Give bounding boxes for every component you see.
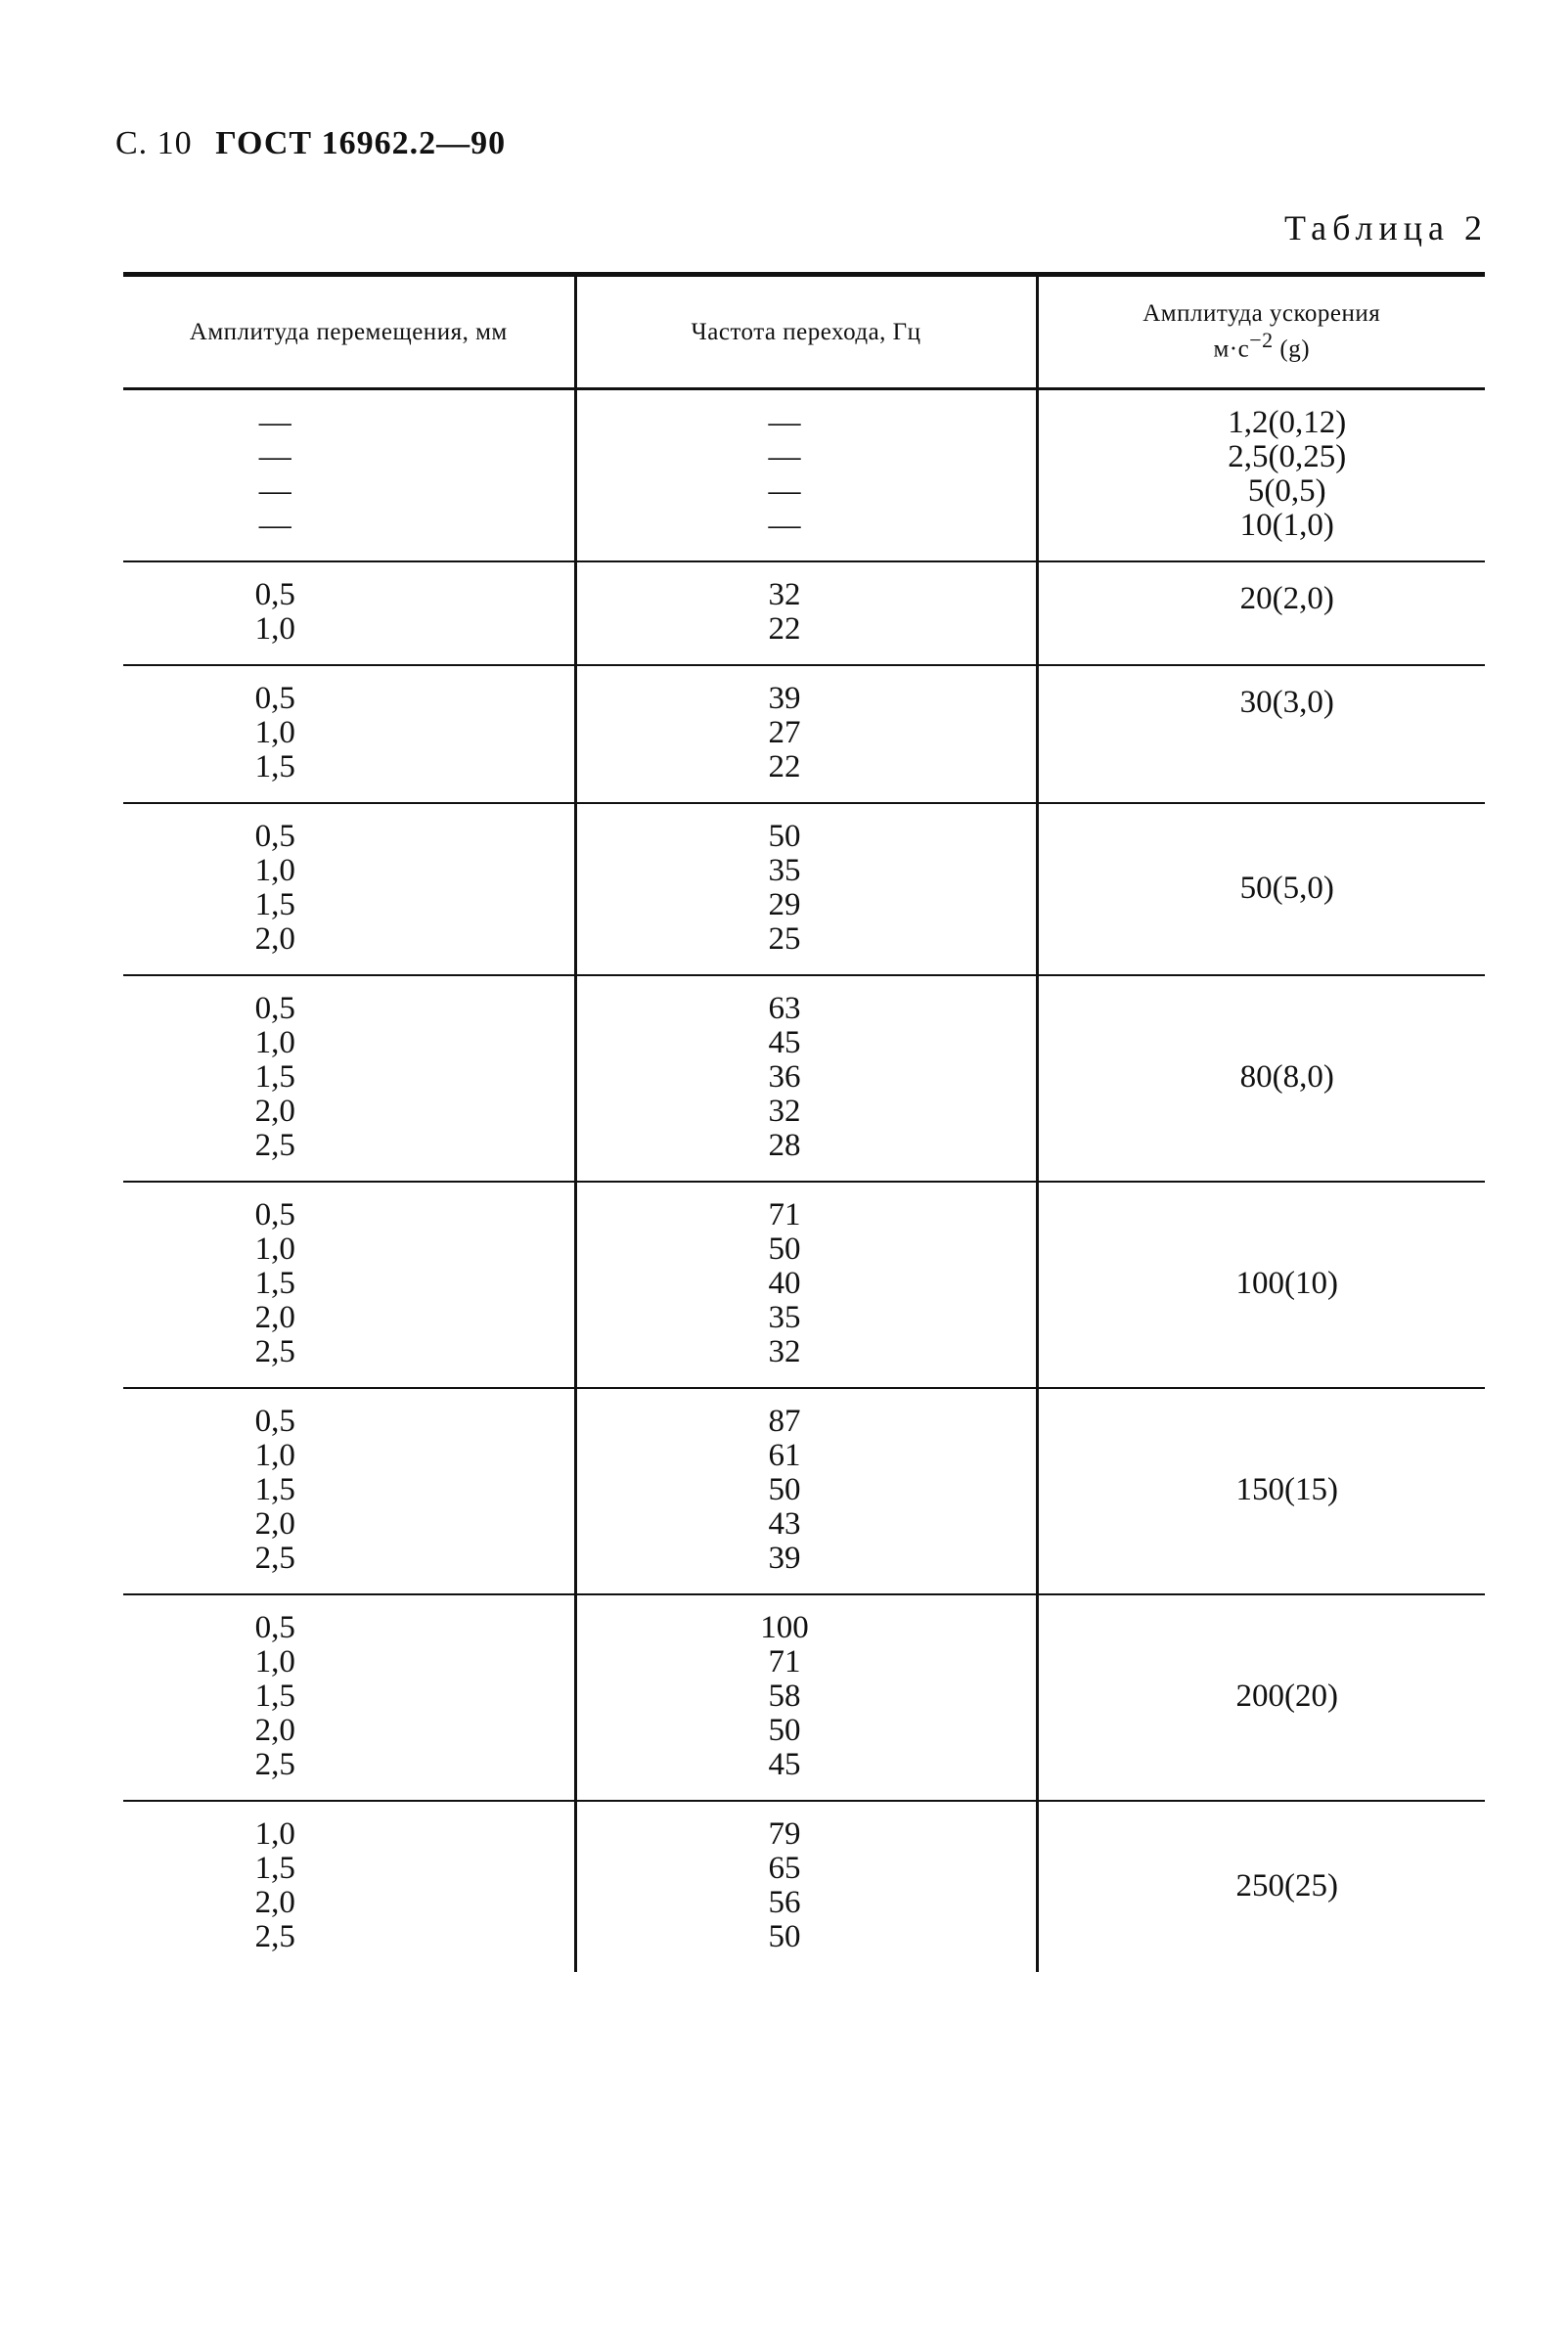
- displacement-value: 1,0: [254, 853, 295, 888]
- displacement-cell: [123, 389, 575, 562]
- acceleration-cell: [1037, 389, 1485, 562]
- displacement-value: 1,0: [254, 611, 295, 647]
- acceleration-unit-exponent: −2: [1249, 328, 1274, 353]
- frequency-cell: [575, 803, 1037, 975]
- frequency-value: 39: [768, 681, 801, 716]
- displacement-value: 1,5: [254, 1059, 295, 1095]
- table-caption: Таблица 2: [1284, 208, 1488, 247]
- frequency-value: 79: [768, 1816, 801, 1852]
- frequency-value: 39: [768, 1541, 801, 1576]
- frequency-value: 45: [768, 1025, 801, 1060]
- displacement-value: 2,5: [254, 1128, 295, 1163]
- frequency-value: 32: [768, 577, 801, 612]
- table-body: [123, 389, 1485, 1973]
- frequency-value: 61: [768, 1438, 801, 1473]
- frequency-value: 65: [768, 1851, 801, 1886]
- displacement-value: 1,5: [254, 1472, 295, 1507]
- acceleration-cell: [1037, 975, 1485, 1182]
- displacement-value: 1,0: [254, 1232, 295, 1267]
- col-header-acceleration: [1037, 275, 1485, 389]
- standard-designation: ГОСТ 16962.2—90: [215, 125, 507, 161]
- displacement-value: —: [258, 508, 291, 543]
- frequency-value: 36: [768, 1059, 801, 1095]
- frequency-value: 50: [768, 819, 801, 854]
- page-header: [115, 125, 506, 162]
- acceleration-header-unit: [1045, 328, 1480, 363]
- frequency-value: 63: [768, 991, 801, 1026]
- frequency-value: —: [768, 508, 801, 543]
- table-row: [123, 561, 1485, 665]
- displacement-value: —: [258, 405, 291, 440]
- frequency-value: 22: [768, 749, 801, 784]
- displacement-value: 1,5: [254, 1851, 295, 1886]
- col-header-displacement: Амплитуда перемещения, мм: [189, 318, 508, 345]
- table-row: [123, 1388, 1485, 1594]
- displacement-value: 2,5: [254, 1541, 295, 1576]
- displacement-value: 2,0: [254, 1713, 295, 1748]
- frequency-cell: [575, 389, 1037, 562]
- frequency-value: 87: [768, 1404, 801, 1439]
- displacement-cell: [123, 1801, 575, 1972]
- acceleration-value: 150(15): [1235, 1472, 1338, 1507]
- acceleration-value: 30(3,0): [1239, 685, 1334, 720]
- displacement-value: 0,5: [254, 1404, 295, 1439]
- frequency-cell: [575, 1801, 1037, 1972]
- displacement-value: 2,0: [254, 1094, 295, 1129]
- displacement-value: 0,5: [254, 1610, 295, 1645]
- acceleration-cell: [1037, 561, 1485, 665]
- acceleration-cell: [1037, 665, 1485, 803]
- displacement-value: 2,5: [254, 1747, 295, 1782]
- frequency-value: 58: [768, 1679, 801, 1714]
- frequency-cell: [575, 1388, 1037, 1594]
- displacement-value: 1,5: [254, 1679, 295, 1714]
- frequency-value: 29: [768, 887, 801, 922]
- displacement-cell: [123, 665, 575, 803]
- frequency-cell: [575, 665, 1037, 803]
- table-row: [123, 975, 1485, 1182]
- displacement-cell: [123, 1388, 575, 1594]
- displacement-value: 1,0: [254, 1025, 295, 1060]
- frequency-value: 100: [760, 1610, 809, 1645]
- frequency-value: —: [768, 405, 801, 440]
- frequency-value: 50: [768, 1919, 801, 1954]
- frequency-value: 43: [768, 1506, 801, 1542]
- displacement-value: 2,0: [254, 1300, 295, 1335]
- displacement-cell: [123, 1594, 575, 1801]
- frequency-value: 28: [768, 1128, 801, 1163]
- frequency-value: —: [768, 439, 801, 474]
- displacement-value: —: [258, 473, 291, 509]
- table-row: [123, 1182, 1485, 1388]
- frequency-value: 25: [768, 921, 801, 957]
- frequency-value: 50: [768, 1232, 801, 1267]
- frequency-value: 71: [768, 1197, 801, 1232]
- table-row: [123, 1594, 1485, 1801]
- col-header-frequency: Частота перехода, Гц: [575, 275, 1037, 389]
- acceleration-value: 5(0,5): [1247, 473, 1326, 509]
- acceleration-cell: [1037, 803, 1485, 975]
- vibration-table: [123, 272, 1485, 1972]
- page-number: С. 10: [115, 125, 193, 161]
- acceleration-value: 200(20): [1235, 1679, 1338, 1714]
- frequency-value: —: [768, 473, 801, 509]
- acceleration-cell: [1037, 1801, 1485, 1972]
- frequency-cell: [575, 975, 1037, 1182]
- displacement-cell: [123, 561, 575, 665]
- frequency-value: 32: [768, 1334, 801, 1369]
- displacement-value: 1,0: [254, 1438, 295, 1473]
- displacement-value: 2,0: [254, 921, 295, 957]
- frequency-value: 45: [768, 1747, 801, 1782]
- acceleration-value: 1,2(0,12): [1228, 405, 1347, 440]
- frequency-cell: [575, 561, 1037, 665]
- table-row: [123, 665, 1485, 803]
- acceleration-cell: [1037, 1182, 1485, 1388]
- acceleration-value: 100(10): [1235, 1266, 1338, 1301]
- table-row: [123, 389, 1485, 562]
- acceleration-unit-text: м·с: [1213, 336, 1250, 363]
- displacement-cell: [123, 803, 575, 975]
- frequency-value: 71: [768, 1644, 801, 1680]
- displacement-value: 0,5: [254, 577, 295, 612]
- table-row: [123, 803, 1485, 975]
- displacement-value: 1,0: [254, 1644, 295, 1680]
- frequency-value: 40: [768, 1266, 801, 1301]
- displacement-value: 0,5: [254, 1197, 295, 1232]
- acceleration-value: 20(2,0): [1239, 581, 1334, 616]
- acceleration-header-title: Амплитуда ускорения: [1142, 300, 1381, 328]
- acceleration-value: 80(8,0): [1239, 1059, 1334, 1095]
- displacement-value: 1,5: [254, 1266, 295, 1301]
- displacement-value: 0,5: [254, 991, 295, 1026]
- table-header-row: [123, 275, 1485, 389]
- displacement-value: 2,5: [254, 1919, 295, 1954]
- frequency-cell: [575, 1594, 1037, 1801]
- acceleration-cell: [1037, 1594, 1485, 1801]
- table-row: [123, 1801, 1485, 1972]
- frequency-value: 27: [768, 715, 801, 750]
- displacement-value: 2,0: [254, 1885, 295, 1920]
- frequency-value: 22: [768, 611, 801, 647]
- acceleration-unit-g: (g): [1279, 336, 1311, 363]
- acceleration-value: 2,5(0,25): [1228, 439, 1347, 474]
- frequency-value: 50: [768, 1472, 801, 1507]
- displacement-value: 1,5: [254, 887, 295, 922]
- acceleration-value: 250(25): [1235, 1867, 1338, 1904]
- displacement-value: 0,5: [254, 681, 295, 716]
- frequency-value: 56: [768, 1885, 801, 1920]
- acceleration-value: 50(5,0): [1239, 870, 1334, 906]
- acceleration-cell: [1037, 1388, 1485, 1594]
- frequency-cell: [575, 1182, 1037, 1388]
- acceleration-value: 10(1,0): [1239, 508, 1334, 543]
- frequency-value: 50: [768, 1713, 801, 1748]
- displacement-value: 1,0: [254, 715, 295, 750]
- frequency-value: 35: [768, 1300, 801, 1335]
- displacement-value: 1,0: [254, 1816, 295, 1852]
- frequency-value: 35: [768, 853, 801, 888]
- displacement-value: 0,5: [254, 819, 295, 854]
- displacement-value: 2,0: [254, 1506, 295, 1542]
- displacement-value: —: [258, 439, 291, 474]
- displacement-value: 2,5: [254, 1334, 295, 1369]
- frequency-value: 32: [768, 1094, 801, 1129]
- displacement-cell: [123, 1182, 575, 1388]
- displacement-cell: [123, 975, 575, 1182]
- displacement-value: 1,5: [254, 749, 295, 784]
